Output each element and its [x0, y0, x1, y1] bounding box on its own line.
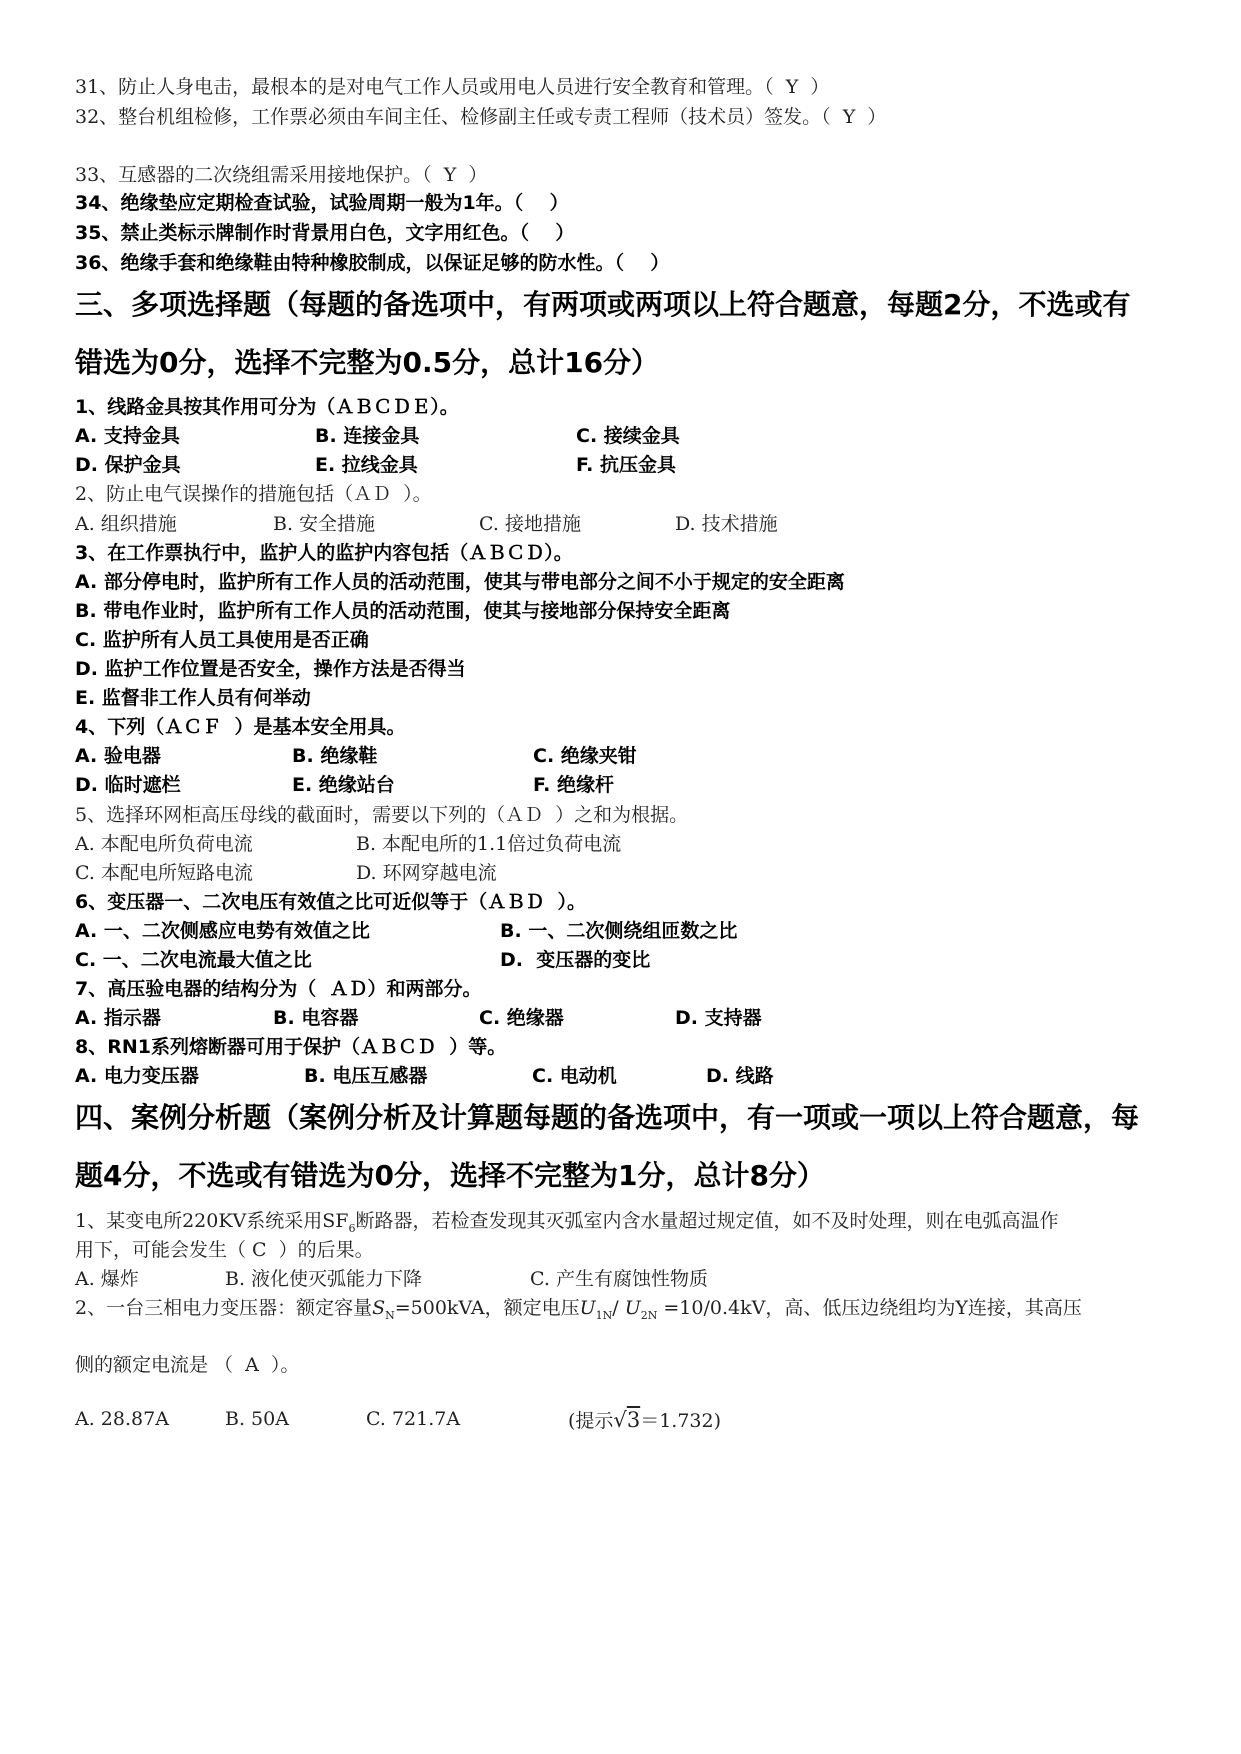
- mc-question-6-stem: 6、变压器一、二次电压有效值之比可近似等于（ＡＢＤ ）。: [75, 891, 586, 913]
- section-3-heading-line1: 三、多项选择题（每题的备选项中，有两项或两项以上符合题意，每题2分，不选或有: [75, 288, 1131, 321]
- mc-q8-option-a: A. 电力变压器: [75, 1065, 199, 1087]
- mc-question-5-stem: 5、选择环网柜高压母线的截面时，需要以下列的（ＡＤ ）之和为根据。: [75, 804, 689, 826]
- mc-q5-option-c: C. 本配电所短路电流: [75, 862, 253, 884]
- mc-q4-option-f: F. 绝缘杆: [533, 774, 615, 796]
- mc-q3-option-c: C. 监护所有人员工具使用是否正确: [75, 629, 369, 651]
- case-q2-option-a: A. 28.87A: [75, 1408, 169, 1430]
- case-q2-text-a: 2、一台三相电力变压器：额定容量: [75, 1297, 373, 1319]
- case-q2-option-b: B. 50A: [225, 1408, 289, 1430]
- case-q2-slash: /: [612, 1297, 625, 1319]
- mc-q8-option-c: C. 电动机: [532, 1065, 617, 1087]
- case-q2-hint-radicand: 3: [626, 1408, 641, 1432]
- mc-q1-option-e: E. 拉线金具: [315, 454, 418, 476]
- case-q2-hint-value: ＝1.732): [640, 1410, 721, 1432]
- case-q2-symbol-s: S: [372, 1297, 386, 1319]
- mc-q7-option-b: B. 电容器: [273, 1007, 359, 1029]
- mc-q2-option-b: B. 安全措施: [273, 513, 376, 535]
- case-question-1-stem-line1: [75, 1212, 1059, 1234]
- mc-q4-option-d: D. 临时遮栏: [75, 774, 181, 796]
- case-q2-symbol-u2: U: [624, 1297, 641, 1319]
- case-q2-text-b: =500kVA，额定电压: [394, 1297, 580, 1319]
- section-3-heading-line2: 错选为0分，选择不完整为0.5分，总计16分）: [75, 346, 660, 379]
- case-q1-option-c: C. 产生有腐蚀性物质: [530, 1268, 708, 1290]
- case-q2-hint-label: (提示: [568, 1410, 614, 1432]
- question-33: 33、互感器的二次绕组需采用接地保护。（ Y ）: [75, 164, 488, 186]
- case-q1-text-b: 断路器，若检查发现其灭弧室内含水量超过规定值，如不及时处理，则在电弧高温作: [355, 1210, 1059, 1232]
- mc-q4-option-c: C. 绝缘夹钳: [533, 745, 637, 767]
- question-32: 32、整台机组检修，工作票必须由车间主任、检修副主任或专责工程师（技术员）签发。（ Y ）: [75, 106, 887, 128]
- mc-q1-option-f: F. 抗压金具: [576, 454, 677, 476]
- mc-q4-option-e: E. 绝缘站台: [292, 774, 395, 796]
- mc-q3-option-e: E. 监督非工作人员有何举动: [75, 687, 311, 709]
- mc-q3-option-a: A. 部分停电时，监护所有工作人员的活动范围，使其与带电部分之间不小于规定的安全距离: [75, 571, 845, 593]
- mc-q4-option-b: B. 绝缘鞋: [292, 745, 378, 767]
- case-question-2-stem-line1: [75, 1299, 1082, 1321]
- sqrt-symbol-icon: √: [613, 1408, 627, 1432]
- case-q2-symbol-u1: U: [579, 1297, 596, 1319]
- mc-question-1-stem: 1、线路金具按其作用可分为（ＡＢＣＤＥ）。: [75, 396, 459, 418]
- mc-q5-option-a: A. 本配电所负荷电流: [75, 833, 253, 855]
- mc-question-8-stem: 8、RN1系列熔断器可用于保护（ＡＢＣＤ ）等。: [75, 1036, 507, 1058]
- case-q1-text-a: 1、某变电所220KV系统采用SF: [75, 1210, 349, 1232]
- case-question-2-stem-line2: 侧的额定电流是 （ A ）。: [75, 1354, 300, 1376]
- mc-question-3-stem: 3、在工作票执行中，监护人的监护内容包括（ＡＢＣＤ）。: [75, 542, 573, 564]
- question-35: 35、禁止类标示牌制作时背景用白色，文字用红色。（ ）: [75, 222, 575, 244]
- mc-q2-option-a: A. 组织措施: [75, 513, 177, 535]
- question-34: 34、绝缘垫应定期检查试验，试验周期一般为1年。（ ）: [75, 192, 569, 214]
- mc-q8-option-d: D. 线路: [706, 1065, 774, 1087]
- mc-q3-option-d: D. 监护工作位置是否安全，操作方法是否得当: [75, 658, 466, 680]
- mc-q7-option-a: A. 指示器: [75, 1007, 161, 1029]
- case-q1-subscript: 6: [348, 1221, 356, 1235]
- mc-q6-option-d: D. 变压器的变比: [500, 949, 651, 971]
- mc-q3-option-b: B. 带电作业时，监护所有工作人员的活动范围，使其与接地部分保持安全距离: [75, 600, 731, 622]
- mc-q2-option-d: D. 技术措施: [675, 513, 778, 535]
- case-q2-symbol-s-sub: N: [385, 1308, 395, 1322]
- mc-q6-option-a: A. 一、二次侧感应电势有效值之比: [75, 920, 370, 942]
- mc-q1-option-c: C. 接续金具: [576, 425, 680, 447]
- mc-q6-option-c: C. 一、二次电流最大值之比: [75, 949, 312, 971]
- case-q1-option-b: B. 液化使灭弧能力下降: [225, 1268, 423, 1290]
- mc-question-7-stem: 7、高压验电器的结构分为（ ＡＤ）和两部分。: [75, 978, 482, 1000]
- case-q2-hint: [568, 1410, 721, 1431]
- case-q2-symbol-u2-sub: 2N: [640, 1308, 658, 1322]
- mc-q8-option-b: B. 电压互感器: [304, 1065, 428, 1087]
- mc-q7-option-d: D. 支持器: [675, 1007, 762, 1029]
- mc-q1-option-a: A. 支持金具: [75, 425, 180, 447]
- question-31: 31、防止人身电击，最根本的是对电气工作人员或用电人员进行安全教育和管理。（ Y ）: [75, 76, 830, 98]
- mc-q7-option-c: C. 绝缘器: [479, 1007, 564, 1029]
- case-q2-symbol-u1-sub: 1N: [595, 1308, 613, 1322]
- case-q2-option-c: C. 721.7A: [366, 1408, 461, 1430]
- mc-question-4-stem: 4、下列（ＡＣＦ ）是基本安全用具。: [75, 716, 406, 738]
- question-36: 36、绝缘手套和绝缘鞋由特种橡胶制成，以保证足够的防水性。（ ）: [75, 252, 670, 274]
- case-q1-option-a: A. 爆炸: [75, 1268, 139, 1290]
- mc-q5-option-d: D. 环网穿越电流: [356, 862, 497, 884]
- case-question-1-stem-line2: 用下，可能会发生（ C ）的后果。: [75, 1239, 374, 1261]
- mc-q2-option-c: C. 接地措施: [479, 513, 581, 535]
- mc-q1-option-b: B. 连接金具: [315, 425, 420, 447]
- mc-q5-option-b: B. 本配电所的1.1倍过负荷电流: [356, 833, 622, 855]
- case-q2-text-c: =10/0.4kV，高、低压边绕组均为Y连接，其高压: [657, 1297, 1082, 1319]
- mc-q1-option-d: D. 保护金具: [75, 454, 181, 476]
- section-4-heading-line1: 四、案例分析题（案例分析及计算题每题的备选项中，有一项或一项以上符合题意，每: [75, 1101, 1140, 1134]
- mc-q6-option-b: B. 一、二次侧绕组匝数之比: [500, 920, 738, 942]
- mc-q4-option-a: A. 验电器: [75, 745, 161, 767]
- mc-question-2-stem: 2、防止电气误操作的措施包括（ＡＤ ）。: [75, 483, 432, 505]
- section-4-heading-line2: 题4分，不选或有错选为0分，选择不完整为1分，总计8分）: [75, 1159, 825, 1192]
